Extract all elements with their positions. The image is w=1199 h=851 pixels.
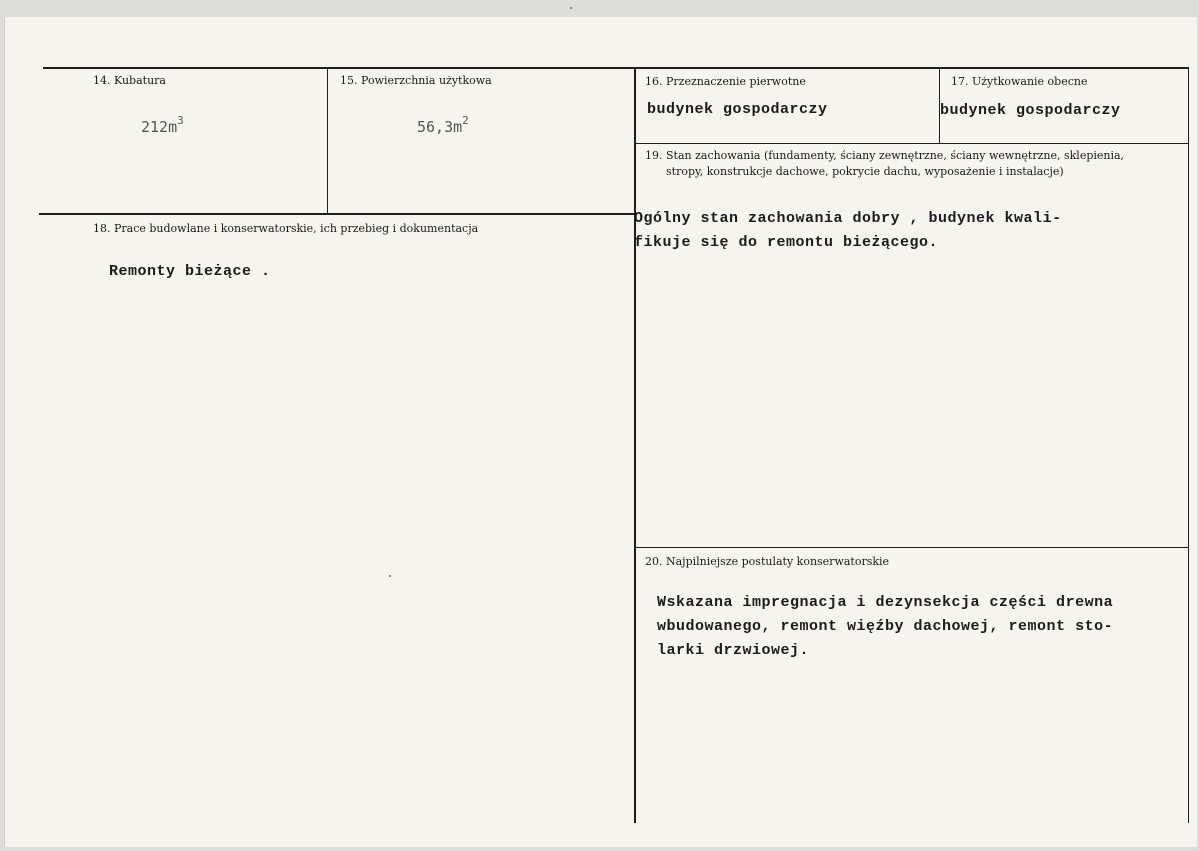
field-15-value — [417, 116, 469, 136]
field-15-exponent: 2 — [462, 114, 469, 127]
divider-left-right — [634, 69, 636, 823]
field-20-line: wbudowanego, remont więźby dachowej, remont sto- — [657, 618, 1114, 635]
field-15-number: 56,3m — [417, 118, 463, 136]
field-19-line: fikuje się do remontu bieżącego. — [634, 234, 939, 251]
field-20-label: 20. Najpilniejsze postulaty konserwatorskie — [645, 555, 890, 568]
field-18-value: Remonty bieżące . — [109, 263, 271, 280]
field-17-label: 17. Użytkowanie obecne — [951, 75, 1088, 88]
record-card-sheet — [4, 17, 1197, 847]
field-19-text — [634, 207, 1062, 255]
field-18-label: 18. Prace budowlane i konserwatorskie, ich przebieg i dokumentacja — [93, 222, 479, 235]
field-20-line: larki drzwiowej. — [657, 642, 810, 659]
field-19-line: Ogólny stan zachowania dobry , budynek kwali- — [634, 210, 1062, 227]
rule-under-16-17 — [636, 143, 1189, 144]
field-19-label-line-1: 19. Stan zachowania (fundamenty, ściany zewnętrzne, ściany wewnętrzne, sklepienia, — [645, 149, 1125, 162]
field-14-exponent: 3 — [177, 114, 184, 127]
field-14-value — [141, 116, 184, 136]
divider-14-15 — [327, 69, 328, 214]
top-rule — [43, 67, 1189, 69]
field-15-label: 15. Powierzchnia użytkowa — [340, 74, 492, 87]
rule-under-14-15 — [39, 213, 635, 215]
field-19-label-line-2: stropy, konstrukcje dachowe, pokrycie dachu, wyposażenie i instalacje) — [666, 165, 1064, 178]
field-17-value: budynek gospodarczy — [940, 102, 1121, 119]
field-14-label: 14. Kubatura — [93, 74, 166, 87]
rule-above-20 — [636, 547, 1189, 548]
field-14-number: 212m — [141, 118, 178, 136]
paper-speck — [570, 7, 572, 9]
field-20-line: Wskazana impregnacja i dezynsekcja części drewna — [657, 594, 1114, 611]
field-16-label: 16. Przeznaczenie pierwotne — [645, 75, 806, 88]
paper-speck — [389, 575, 391, 577]
field-20-text — [657, 591, 1113, 663]
right-border — [1188, 69, 1189, 823]
field-16-value: budynek gospodarczy — [647, 101, 828, 118]
